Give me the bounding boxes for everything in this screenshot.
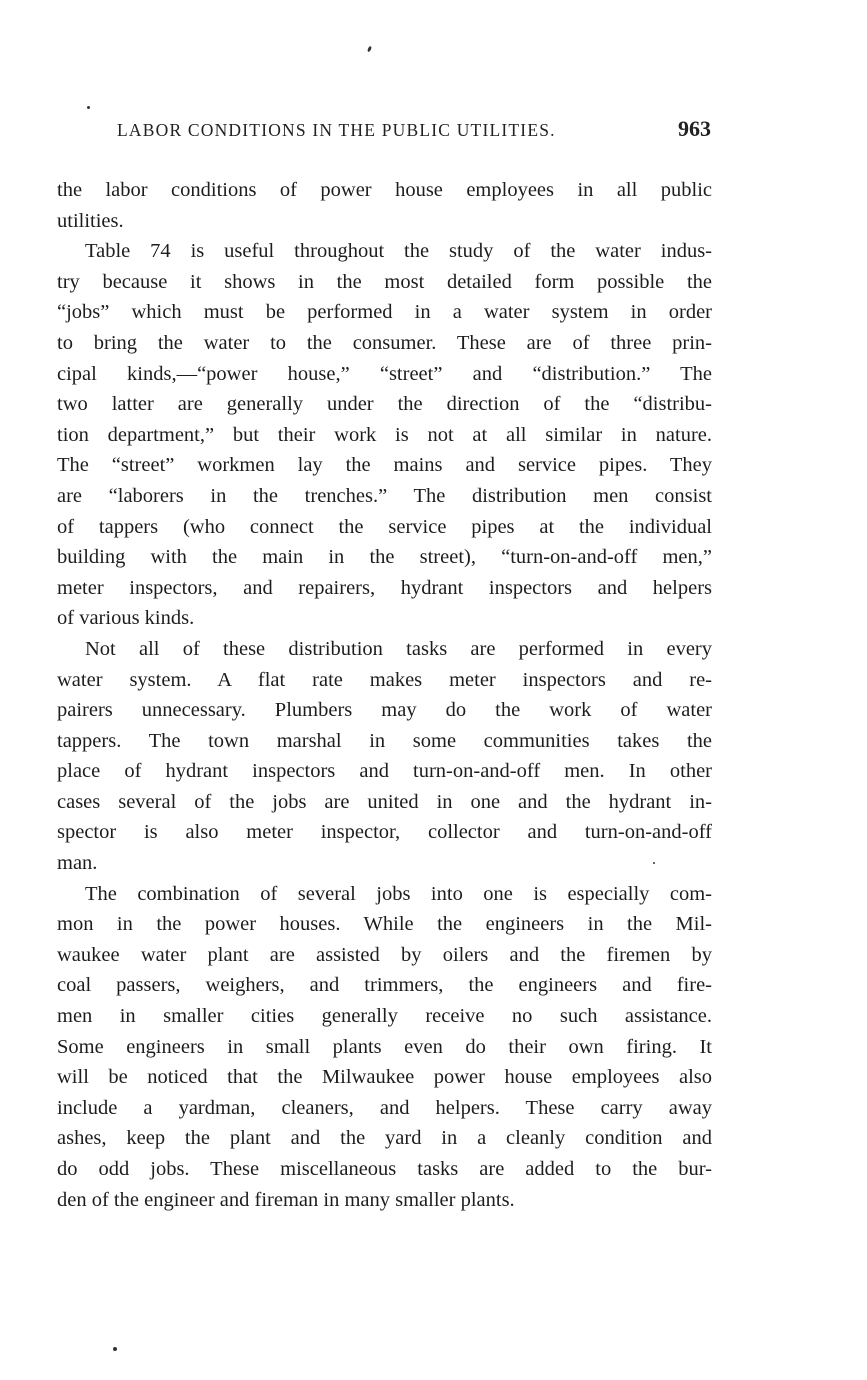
text-line: Not all of these distribution tasks are performed in every	[85, 637, 712, 660]
text-line: two latter are generally under the direction of the “distribu-	[57, 393, 712, 416]
text-line: the labor conditions of power house employees in all public	[57, 179, 712, 201]
text-line: of tappers (who connect the service pipes at the individual	[57, 515, 712, 538]
text-line: waukee water plant are assisted by oilers and the firemen by	[57, 943, 712, 966]
text-line: Some engineers in small plants even do their own firing. It	[57, 1035, 712, 1058]
text-line: are “laborers in the trenches.” The distribution men consist	[57, 484, 712, 507]
text-line: water system. A flat rate makes meter inspectors and re-	[57, 668, 712, 691]
text-line: tappers. The town marshal in some communities takes the	[57, 729, 712, 752]
text-line: of various kinds.	[57, 607, 195, 630]
text-line: The “street” workmen lay the mains and service pipes. They	[57, 454, 712, 477]
text-line: spector is also meter inspector, collector and turn-on-and-off	[57, 821, 712, 844]
text-line: ashes, keep the plant and the yard in a cleanly condition and	[57, 1127, 712, 1150]
text-line: try because it shows in the most detailed form possible the	[57, 270, 712, 293]
text-line: will be noticed that the Milwaukee power house employees also	[57, 1066, 712, 1089]
text-line: The combination of several jobs into one is especially com-	[85, 882, 712, 905]
text-line: men in smaller cities generally receive no such assistance.	[57, 1005, 712, 1028]
text-line: cipal kinds,—“power house,” “street” and “distribution.” The	[57, 362, 712, 385]
text-line: man.	[57, 852, 98, 875]
text-line: include a yardman, cleaners, and helpers. These carry away	[57, 1096, 712, 1119]
text-line: do odd jobs. These miscellaneous tasks are added to the bur-	[57, 1158, 712, 1180]
ink-speck	[113, 1347, 117, 1351]
paragraph	[57, 175, 712, 236]
text-line: Table 74 is useful throughout the study of the water indus-	[85, 240, 712, 263]
running-head	[57, 116, 711, 146]
paragraph	[57, 634, 712, 879]
text-line: mon in the power houses. While the engineers in the Mil-	[57, 913, 712, 936]
ink-speck	[367, 46, 372, 53]
page-number: 963	[678, 116, 711, 141]
text-line: den of the engineer and fireman in many smaller plants.	[57, 1188, 515, 1211]
running-title: LABOR CONDITIONS IN THE PUBLIC UTILITIES.	[117, 120, 556, 140]
text-line: cases several of the jobs are united in one and the hydrant in-	[57, 790, 712, 813]
text-line: pairers unnecessary. Plumbers may do the work of water	[57, 699, 712, 722]
text-line: “jobs” which must be performed in a water system in order	[57, 301, 712, 324]
text-line: utilities.	[57, 209, 124, 232]
body-text	[57, 175, 712, 1215]
text-line: meter inspectors, and repairers, hydrant inspectors and helpers	[57, 576, 712, 599]
text-line: building with the main in the street), “turn-on-and-off men,”	[57, 546, 712, 569]
text-line: tion department,” but their work is not at all similar in nature.	[57, 423, 712, 446]
text-line: to bring the water to the consumer. These are of three prin-	[57, 331, 712, 354]
ink-speck	[87, 106, 90, 109]
paragraph	[57, 879, 712, 1216]
text-line: coal passers, weighers, and trimmers, the engineers and fire-	[57, 974, 712, 997]
text-line: place of hydrant inspectors and turn-on-and-off men. In other	[57, 760, 712, 783]
paragraph	[57, 236, 712, 634]
